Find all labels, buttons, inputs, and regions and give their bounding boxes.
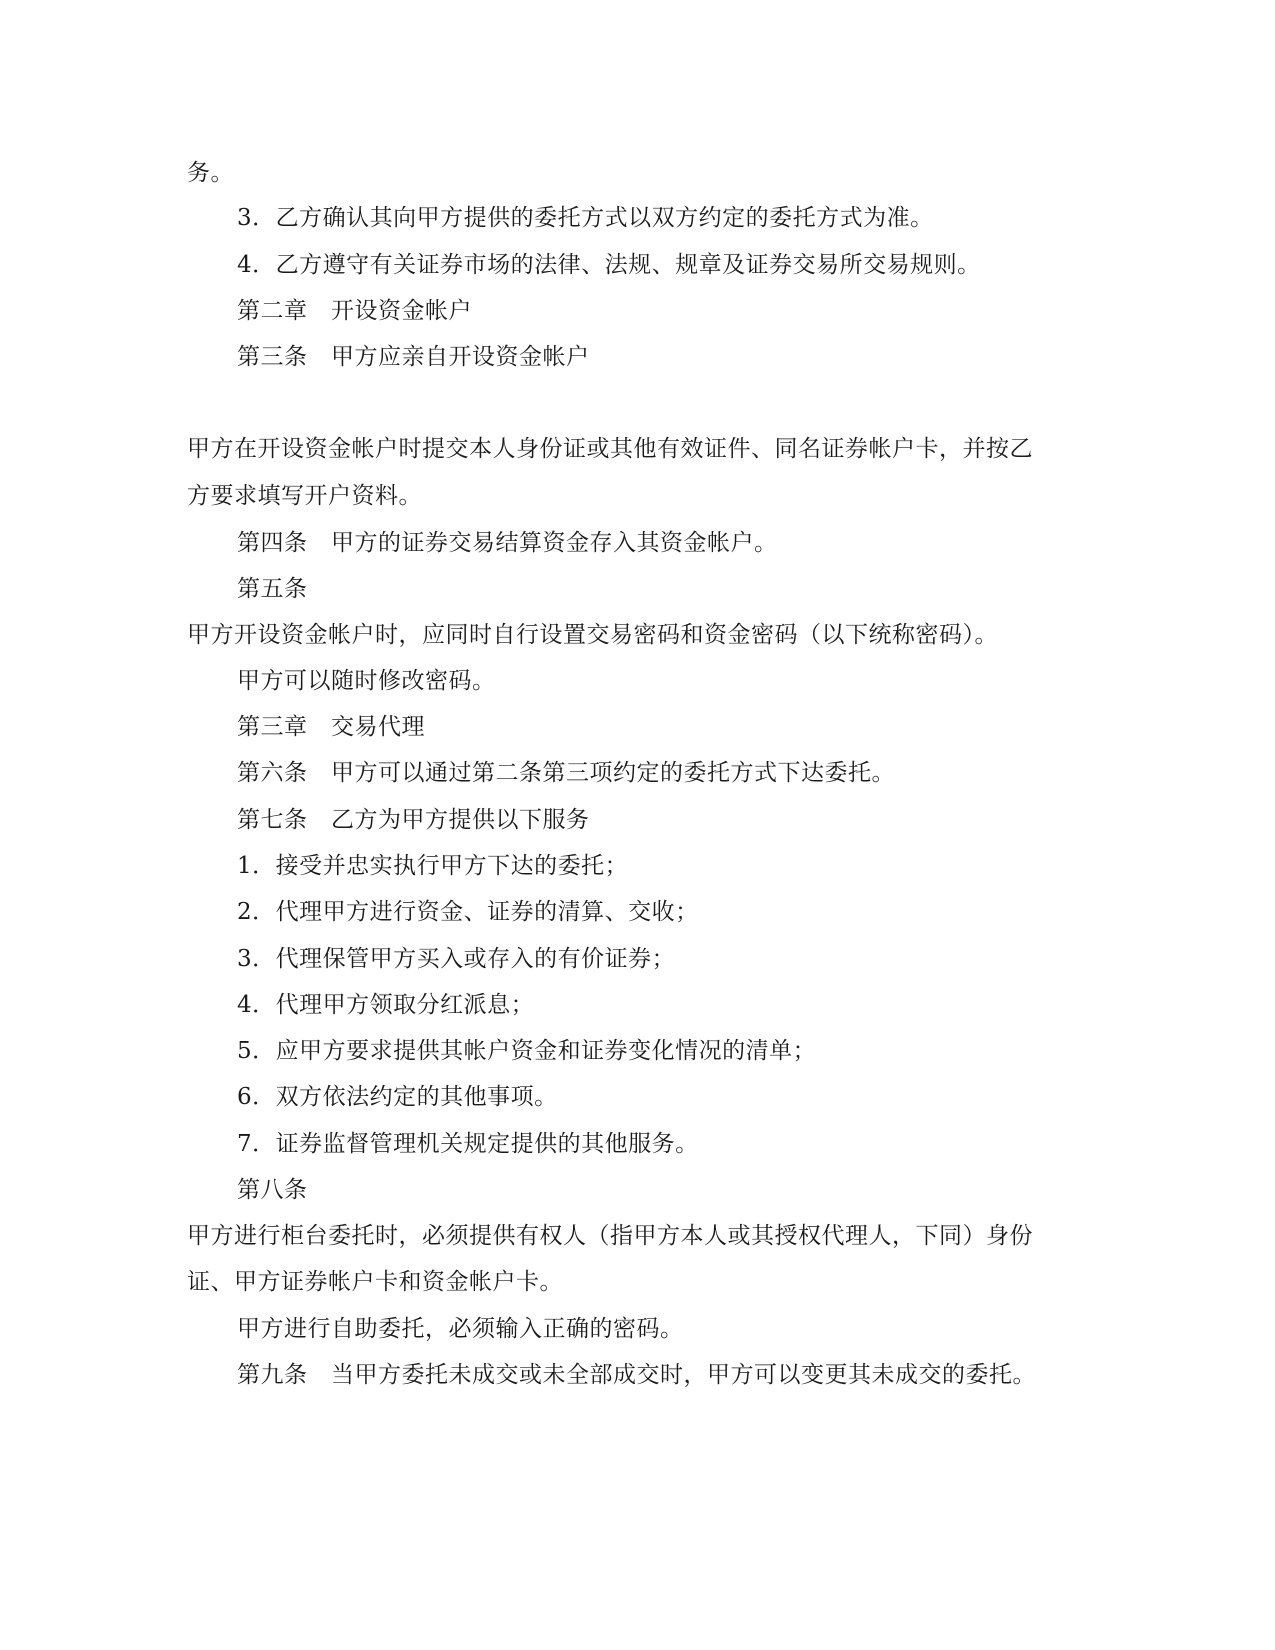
list-item: 2．代理甲方进行资金、证券的清算、交收；: [237, 899, 699, 925]
list-item: 4．乙方遵守有关证券市场的法律、法规、规章及证券交易所交易规则。: [237, 252, 981, 278]
article-heading: 第八条: [237, 1177, 308, 1203]
chapter-heading: 第二章 开设资金帐户: [237, 298, 472, 324]
article-heading: 第九条 当甲方委托未成交或未全部成交时，甲方可以变更其未成交的委托。: [237, 1362, 1036, 1388]
list-item: 5．应甲方要求提供其帐户资金和证券变化情况的清单；: [237, 1038, 817, 1064]
list-item: 1．接受并忠实执行甲方下达的委托；: [237, 853, 629, 879]
paragraph-line: 证、甲方证券帐户卡和资金帐户卡。: [187, 1269, 563, 1295]
list-item: 7．证券监督管理机关规定提供的其他服务。: [237, 1131, 699, 1157]
article-heading: 第六条 甲方可以通过第二条第三项约定的委托方式下达委托。: [237, 760, 895, 786]
paragraph-line: 甲方可以随时修改密码。: [237, 668, 496, 694]
paragraph-line: 方要求填写开户资料。: [187, 483, 422, 509]
list-item: 3．代理保管甲方买入或存入的有价证券；: [237, 946, 676, 972]
paragraph-line: 甲方进行自助委托，必须输入正确的密码。: [237, 1316, 684, 1342]
article-heading: 第三条 甲方应亲自开设资金帐户: [237, 344, 590, 370]
paragraph-line: 甲方开设资金帐户时，应同时自行设置交易密码和资金密码（以下统称密码）。: [187, 622, 998, 648]
article-heading: 第四条 甲方的证券交易结算资金存入其资金帐户。: [237, 530, 778, 556]
list-item: 3．乙方确认其向甲方提供的委托方式以双方约定的委托方式为准。: [237, 205, 934, 231]
chapter-heading: 第三章 交易代理: [237, 714, 425, 740]
list-item: 6．双方依法约定的其他事项。: [237, 1084, 558, 1110]
article-heading: 第七条 乙方为甲方提供以下服务: [237, 807, 590, 833]
paragraph-line: 甲方在开设资金帐户时提交本人身份证或其他有效证件、同名证券帐户卡，并按乙: [187, 436, 1033, 462]
paragraph-line: 甲方进行柜台委托时，必须提供有权人（指甲方本人或其授权代理人，下同）身份: [187, 1223, 1033, 1249]
article-heading: 第五条: [237, 576, 308, 602]
list-item: 4．代理甲方领取分红派息；: [237, 992, 535, 1018]
paragraph-line: 务。: [187, 160, 234, 186]
